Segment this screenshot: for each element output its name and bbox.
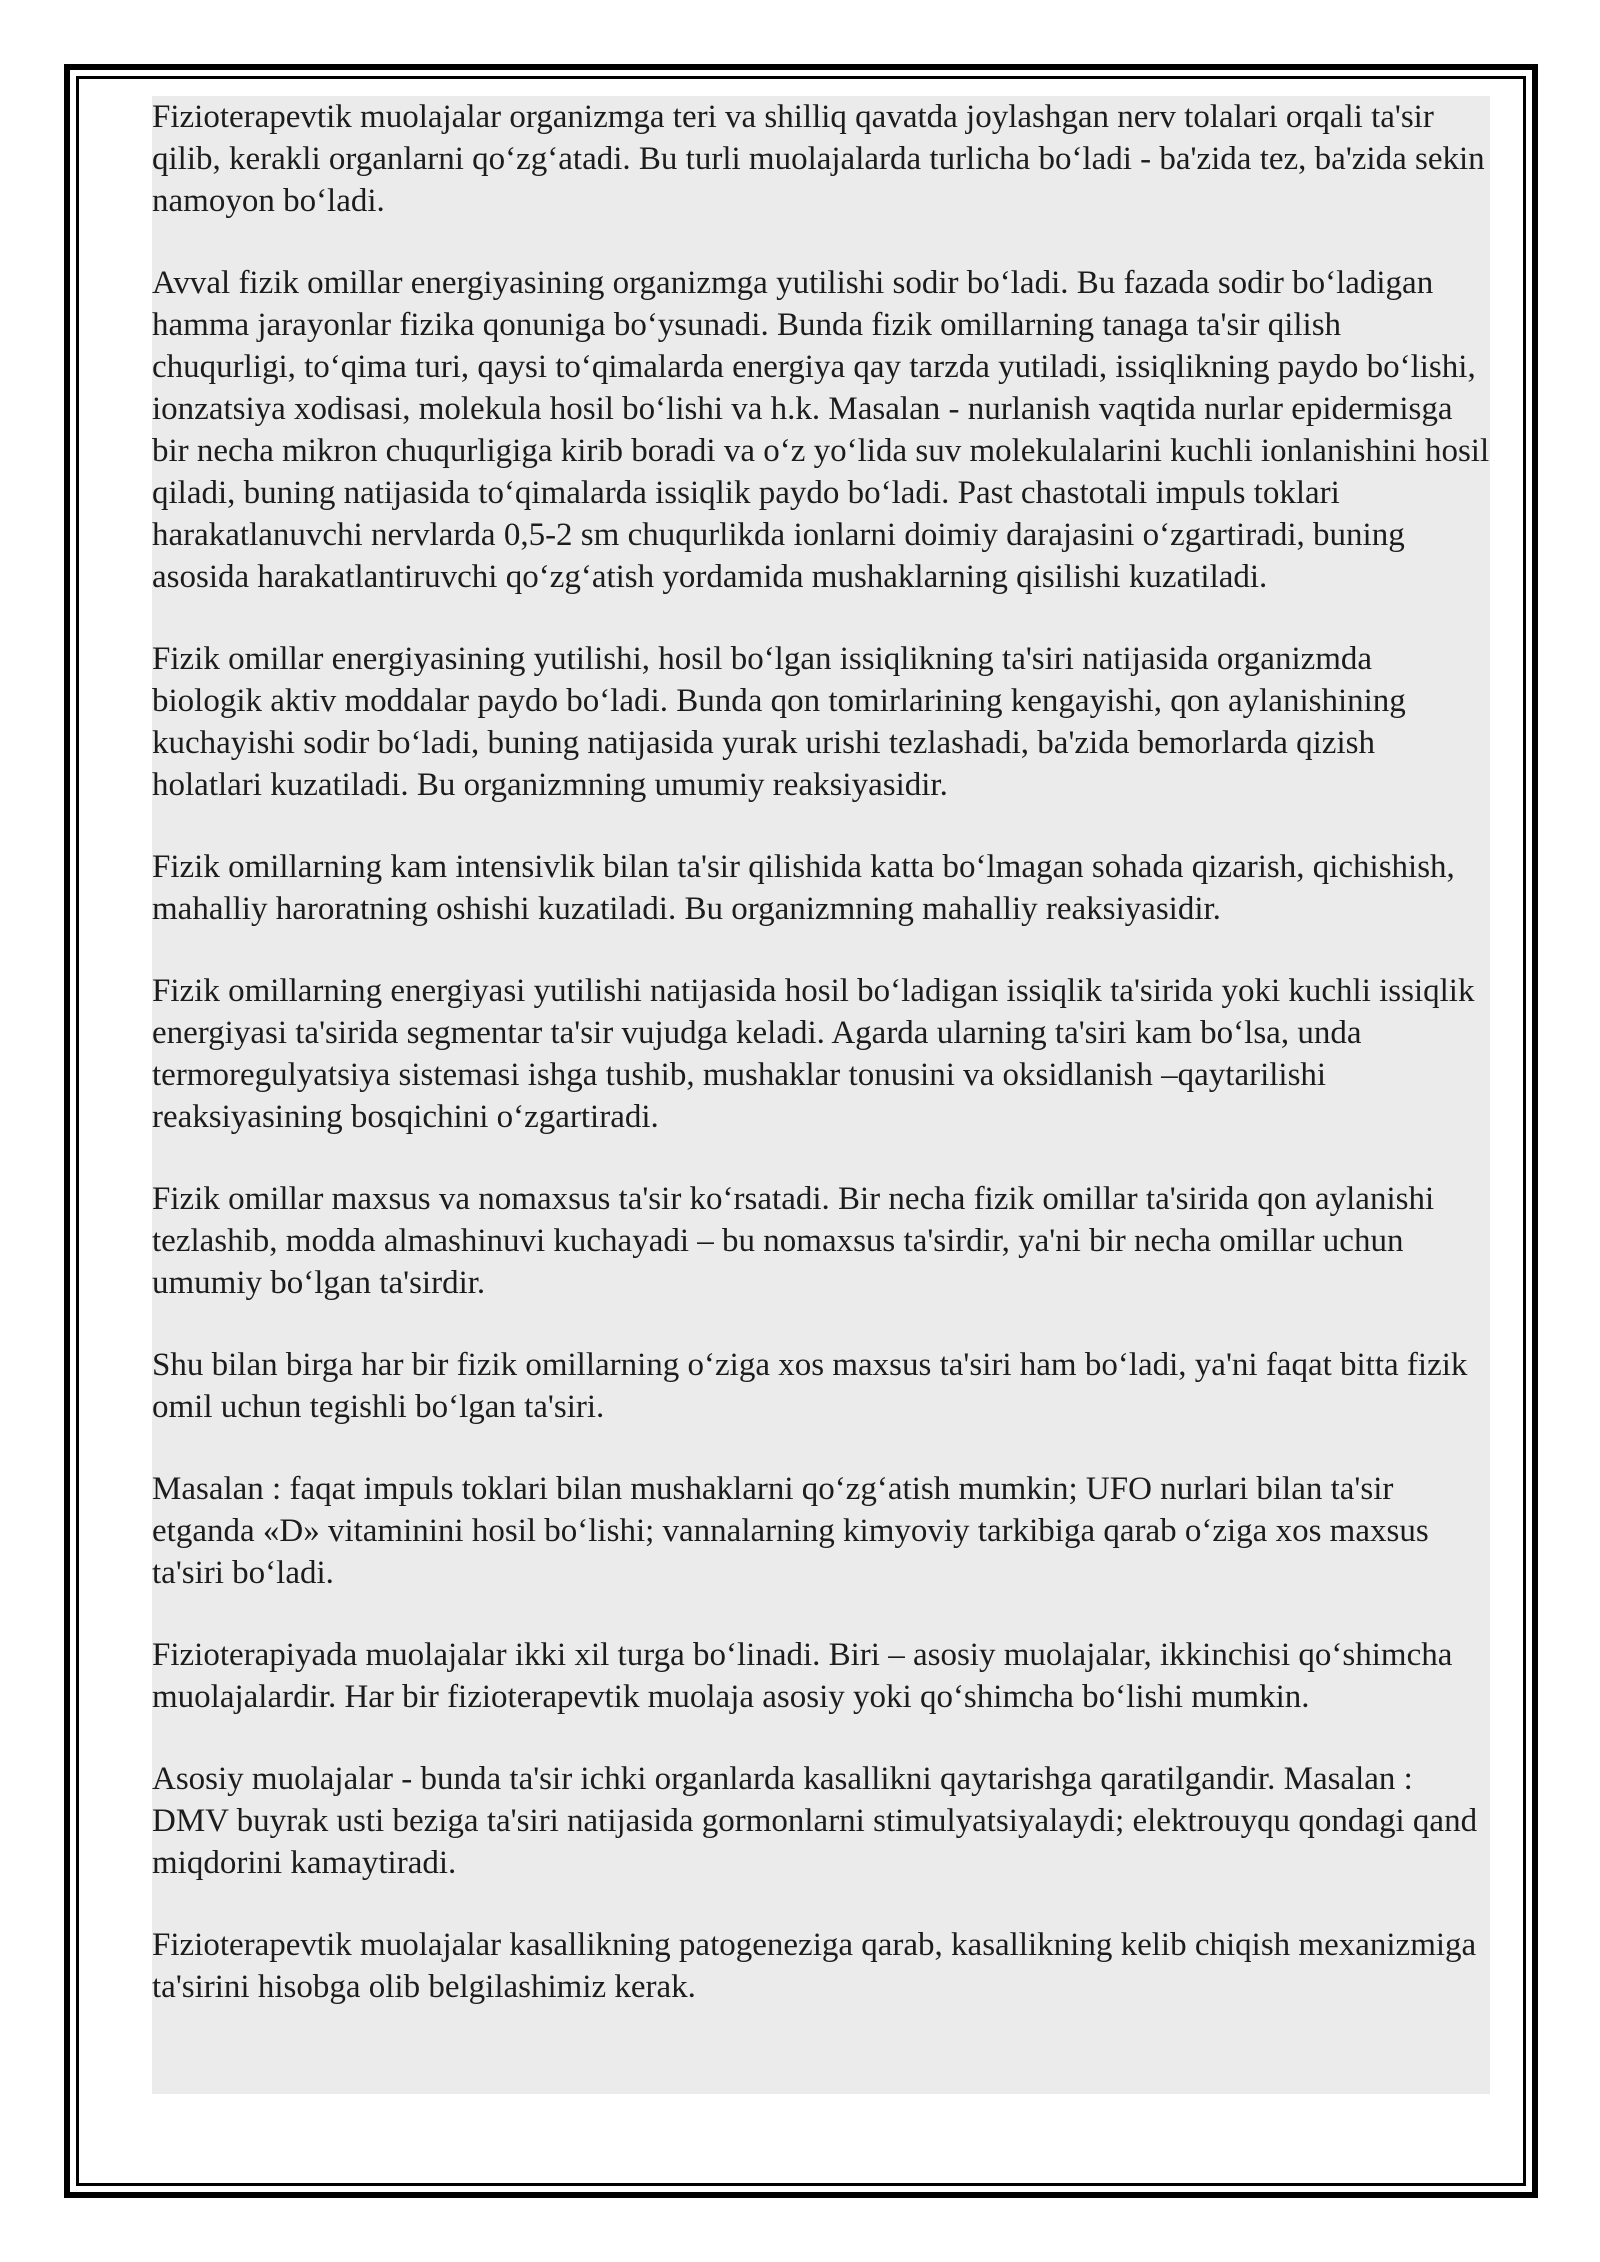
paragraph: Fizik omillar maxsus va nomaxsus ta'sir ko‘rsatadi. Bir necha fizik omillar ta'sirida qon aylanishi tezlashib, modda almashinuvi kuchayadi – bu nomaxsus ta'sirdir, ya'ni bir necha omillar uchun umumiy bo‘lgan ta'sirdir. [152,1181,1435,1301]
paragraph: Fizioterapevtik muolajalar kasallikning patogeneziga qarab, kasallikning kelib chiqish mexanizmiga ta'sirini hisobga olib belgilashimiz kerak. [152,1927,1477,2005]
document-body [152,96,1490,2094]
paragraph: Fizik omillarning energiyasi yutilishi natijasida hosil bo‘ladigan issiqlik ta'sirida yoki kuchli issiqlik energiyasi ta'sirida segmentar ta'sir vujudga keladi. Agarda ularning ta'siri kam bo‘lsa, unda termoregulyatsiya sistemasi ishga tushib, mushaklar tonusini va oksidlanish –qaytarilishi reaksiyasining bosqichini o‘zgartiradi. [152,973,1475,1135]
paragraph: Fizik omillar energiyasining yutilishi, hosil bo‘lgan issiqlikning ta'siri natijasida organizmda biologik aktiv moddalar paydo bo‘ladi. Bunda qon tomirlarining kengayishi, qon aylanishining kuchayishi sodir bo‘ladi, buning natijasida yurak urishi tezlashadi, ba'zida bemorlarda qizish holatlari kuzatiladi. Bu organizmning umumiy reaksiyasidir. [152,641,1406,803]
paragraph: Masalan : faqat impuls toklari bilan mushaklarni qo‘zg‘atish mumkin; UFO nurlari bilan ta'sir etganda «D» vitaminini hosil bo‘lishi; vannalarning kimyoviy tarkibiga qarab o‘ziga xos maxsus ta'siri bo‘ladi. [152,1471,1429,1591]
paragraph: Fizioterapevtik muolajalar organizmga teri va shilliq qavatda joylashgan nerv tolalari orqali ta'sir qilib, kerakli organlarni qo‘zg‘atadi. Bu turli muolajalarda turlicha bo‘ladi - ba'zida tez, ba'zida sekin namoyon bo‘ladi. [152,99,1485,219]
paragraph: Fizik omillarning kam intensivlik bilan ta'sir qilishida katta bo‘lmagan sohada qizarish, qichishish, mahalliy haroratning oshishi kuzatiladi. Bu organizmning mahalliy reaksiyasidir. [152,849,1455,927]
paragraph: Asosiy muolajalar - bunda ta'sir ichki organlarda kasallikni qaytarishga qaratilgandir. Masalan : DMV buyrak usti beziga ta'siri natijasida gormonlarni stimulyatsiyalaydi; elektrouyqu qondagi qand miqdorini kamaytiradi. [152,1761,1478,1881]
paragraph: Shu bilan birga har bir fizik omillarning o‘ziga xos maxsus ta'siri ham bo‘ladi, ya'ni faqat bitta fizik omil uchun tegishli bo‘lgan ta'siri. [152,1347,1468,1425]
paragraph: Avval fizik omillar energiyasining organizmga yutilishi sodir bo‘ladi. Bu fazada sodir bo‘ladigan hamma jarayonlar fizika qonuniga bo‘ysunadi. Bunda fizik omillarning tanaga ta'sir qilish chuqurligi, to‘qima turi, qaysi to‘qimalarda energiya qay tarzda yutiladi, issiqlikning paydo bo‘lishi, ionzatsiya xodisasi, molekula hosil bo‘lishi va h.k. Masalan - nurlanish vaqtida nurlar epidermisga bir necha mikron chuqurligiga kirib boradi va o‘z yo‘lida suv molekulalarini kuchli ionlanishini hosil qiladi, buning natijasida to‘qimalarda issiqlik paydo bo‘ladi. Past chastotali impuls toklari harakatlanuvchi nervlarda 0,5-2 sm chuqurlikda ionlarni doimiy darajasini o‘zgartiradi, buning asosida harakatlantiruvchi qo‘zg‘atish yordamida mushaklarning qisilishi kuzatiladi. [152,265,1490,595]
paragraph: Fizioterapiyada muolajalar ikki xil turga bo‘linadi. Biri – asosiy muolajalar, ikkinchisi qo‘shimcha muolajalardir. Har bir fizioterapevtik muolaja asosiy yoki qo‘shimcha bo‘lishi mumkin. [152,1637,1453,1715]
